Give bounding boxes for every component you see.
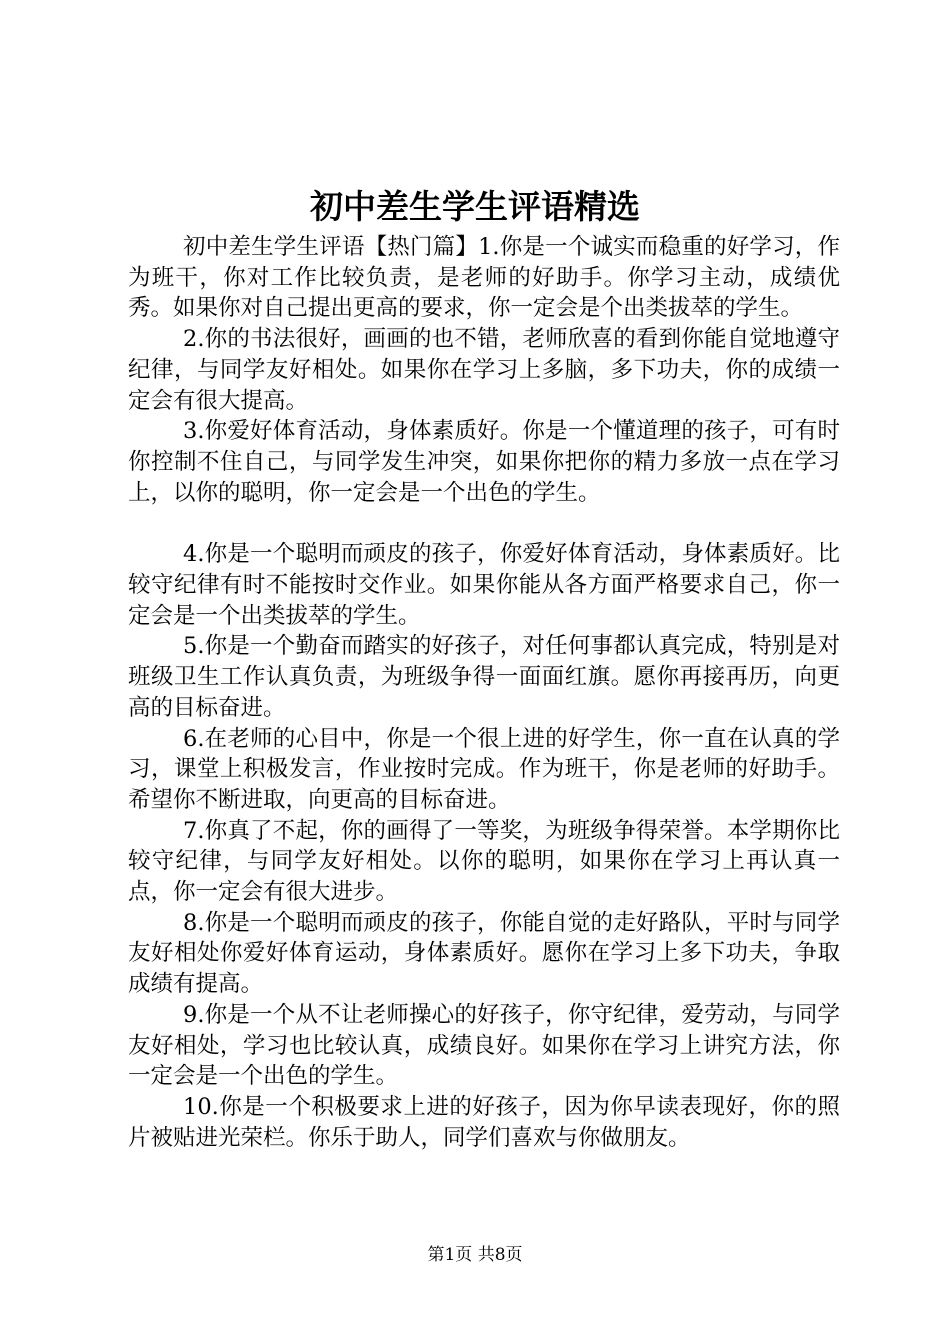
paragraph-8: 8.你是一个聪明而顽皮的孩子，你能自觉的走好路队，平时与同学友好相处你爱好体育运动，身体素质好。愿你在学习上多下功夫，争取成绩有提高。: [128, 909, 840, 998]
paragraph-2: 2.你的书法很好，画画的也不错，老师欣喜的看到你能自觉地遵守纪律，与同学友好相处。如果你在学习上多脑，多下功夫，你的成绩一定会有很大提高。: [128, 326, 840, 414]
page-footer: 第1页 共8页: [427, 1245, 523, 1265]
paragraph-1: 初中差生学生评语【热门篇】1.你是一个诚实而稳重的好学习，作为班干，你对工作比较负责，是老师的好助手。你学习主动，成绩优秀。如果你对自己提出更高的要求，你一定会是个出类拔萃的学生。: [128, 234, 840, 322]
paragraph-5: 5.你是一个勤奋而踏实的好孩子，对任何事都认真完成，特别是对班级卫生工作认真负责，为班级争得一面面红旗。愿你再接再历，向更高的目标奋进。: [128, 633, 840, 721]
paragraph-7: 7.你真了不起，你的画得了一等奖，为班级争得荣誉。本学期你比较守纪律，与同学友好相处。以你的聪明，如果你在学习上再认真一点，你一定会有很大进步。: [128, 817, 840, 906]
paragraph-6: 6.在老师的心目中，你是一个很上进的好学生，你一直在认真的学习，课堂上积极发言，作业按时完成。作为班干，你是老师的好助手。希望你不断进取，向更高的目标奋进。: [128, 725, 840, 813]
document-body: [128, 232, 840, 1153]
paragraph-4: 4.你是一个聪明而顽皮的孩子，你爱好体育活动，身体素质好。比较守纪律有时不能按时交作业。如果你能从各方面严格要求自己，你一定会是一个出类拔萃的学生。: [128, 541, 840, 629]
document-title: 初中差生学生评语精选: [310, 187, 640, 226]
paragraph-10: 10.你是一个积极要求上进的好孩子，因为你早读表现好，你的照片被贴进光荣栏。你乐于助人，同学们喜欢与你做朋友。: [128, 1093, 840, 1151]
paragraph-3: 3.你爱好体育活动，身体素质好。你是一个懂道理的孩子，可有时你控制不住自己，与同学发生冲突，如果你把你的精力多放一点在学习上，以你的聪明，你一定会是一个出色的学生。: [128, 418, 840, 506]
paragraph-9: 9.你是一个从不让老师操心的好孩子，你守纪律，爱劳动，与同学友好相处，学习也比较认真，成绩良好。如果你在学习上讲究方法，你一定会是一个出色的学生。: [128, 1001, 840, 1090]
